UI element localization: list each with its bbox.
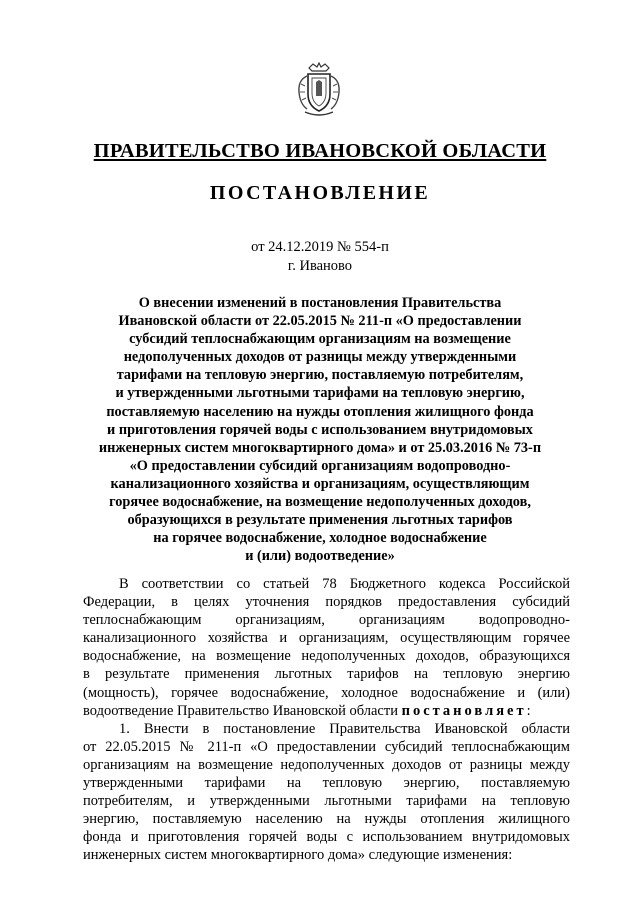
body-line: от 22.05.2015 № 211-п «О предоставлении субсидий теплоснабжающим [83, 738, 570, 755]
body-line: (мощность), горячее водоснабжение, холодное водоснабжение и (или) [83, 684, 570, 701]
body-line: фонда и приготовления горячей воды с использованием внутридомовых [83, 829, 570, 846]
subject-line: образующихся в результате применения льготных тарифов [127, 512, 513, 529]
punctuation: : [526, 702, 531, 719]
body-line: 1. Внести в постановление Правительства Ивановской области [119, 720, 570, 737]
document-meta [0, 238, 640, 276]
coat-of-arms-icon [295, 62, 343, 118]
subject-line: и приготовления горячей воды с использованием внутридомовых [107, 421, 533, 438]
body-line-text: водоотведение Правительство Ивановской области [83, 702, 398, 719]
subject-line: О внесении изменений в постановления Правительства [138, 295, 502, 311]
subject-line: инженерных систем многоквартирного дома» и от 25.03.2016 № 73-п [98, 439, 542, 456]
subject-line: тарифами на тепловую энергию, поставляемую потребителям, [116, 367, 524, 384]
government-name: ПРАВИТЕЛЬСТВО ИВАНОВСКОЙ ОБЛАСТИ [93, 140, 547, 162]
body-line: теплоснабжающим организациям, организациям водопроводно- [83, 612, 570, 629]
paragraph-preamble [83, 575, 570, 720]
body-line: водоснабжение, на возмещение недополученных доходов, образующихся [83, 648, 570, 665]
body-line: канализационного хозяйства и организациям, осуществляющим горячее [83, 630, 570, 647]
subject-line: субсидий теплоснабжающим организациям на возмещение [129, 331, 511, 348]
subject-line: на горячее водоснабжение, холодное водоснабжение [153, 530, 487, 547]
body-line: инженерных систем многоквартирного дома» следующие изменения: [83, 847, 513, 864]
subject-line: поставляемую населению на нужды отопления жилищного фонда [106, 403, 534, 420]
subject-line: Ивановской области от 22.05.2015 № 211-п «О предоставлении [118, 313, 522, 330]
body-line: в результате применения льготных тарифов на тепловую энергию [83, 666, 570, 683]
document-type: ПОСТАНОВЛЕНИЕ [209, 182, 431, 204]
city: г. Иваново [287, 258, 353, 274]
body-line: организациям на возмещение недополученных доходов от разницы между [83, 756, 570, 773]
document-body [83, 575, 570, 865]
paragraph-item-1 [83, 720, 570, 865]
subject-line: и утвержденными льготными тарифами на тепловую энергию, [115, 385, 525, 402]
document-subject [60, 294, 580, 565]
body-line: потребителям, и утвержденными льготными тарифами на тепловую [83, 793, 570, 810]
body-line [83, 702, 570, 720]
body-line: утвержденными тарифами на тепловую энергию, поставляемую [83, 775, 570, 792]
date-number: от 24.12.2019 № 554-п [251, 239, 389, 255]
subject-line: и (или) водоотведение» [245, 548, 395, 565]
decree-keyword: постановляет [401, 702, 527, 719]
subject-line: «О предоставлении субсидий организациям водопроводно- [129, 457, 511, 474]
subject-line: горячее водоснабжение, на возмещение недополученных доходов, [109, 494, 531, 511]
subject-line: недополученных доходов от разницы между утвержденными [123, 349, 517, 366]
body-line: В соответствии со статьей 78 Бюджетного кодекса Российской [119, 576, 570, 592]
body-line: Федерации, в целях уточнения порядков предоставления субсидий [83, 594, 570, 611]
subject-line: канализационного хозяйства и организациям, осуществляющим [110, 475, 530, 492]
body-line: энергию, поставляемую населению на нужды отопления жилищного [83, 811, 570, 828]
